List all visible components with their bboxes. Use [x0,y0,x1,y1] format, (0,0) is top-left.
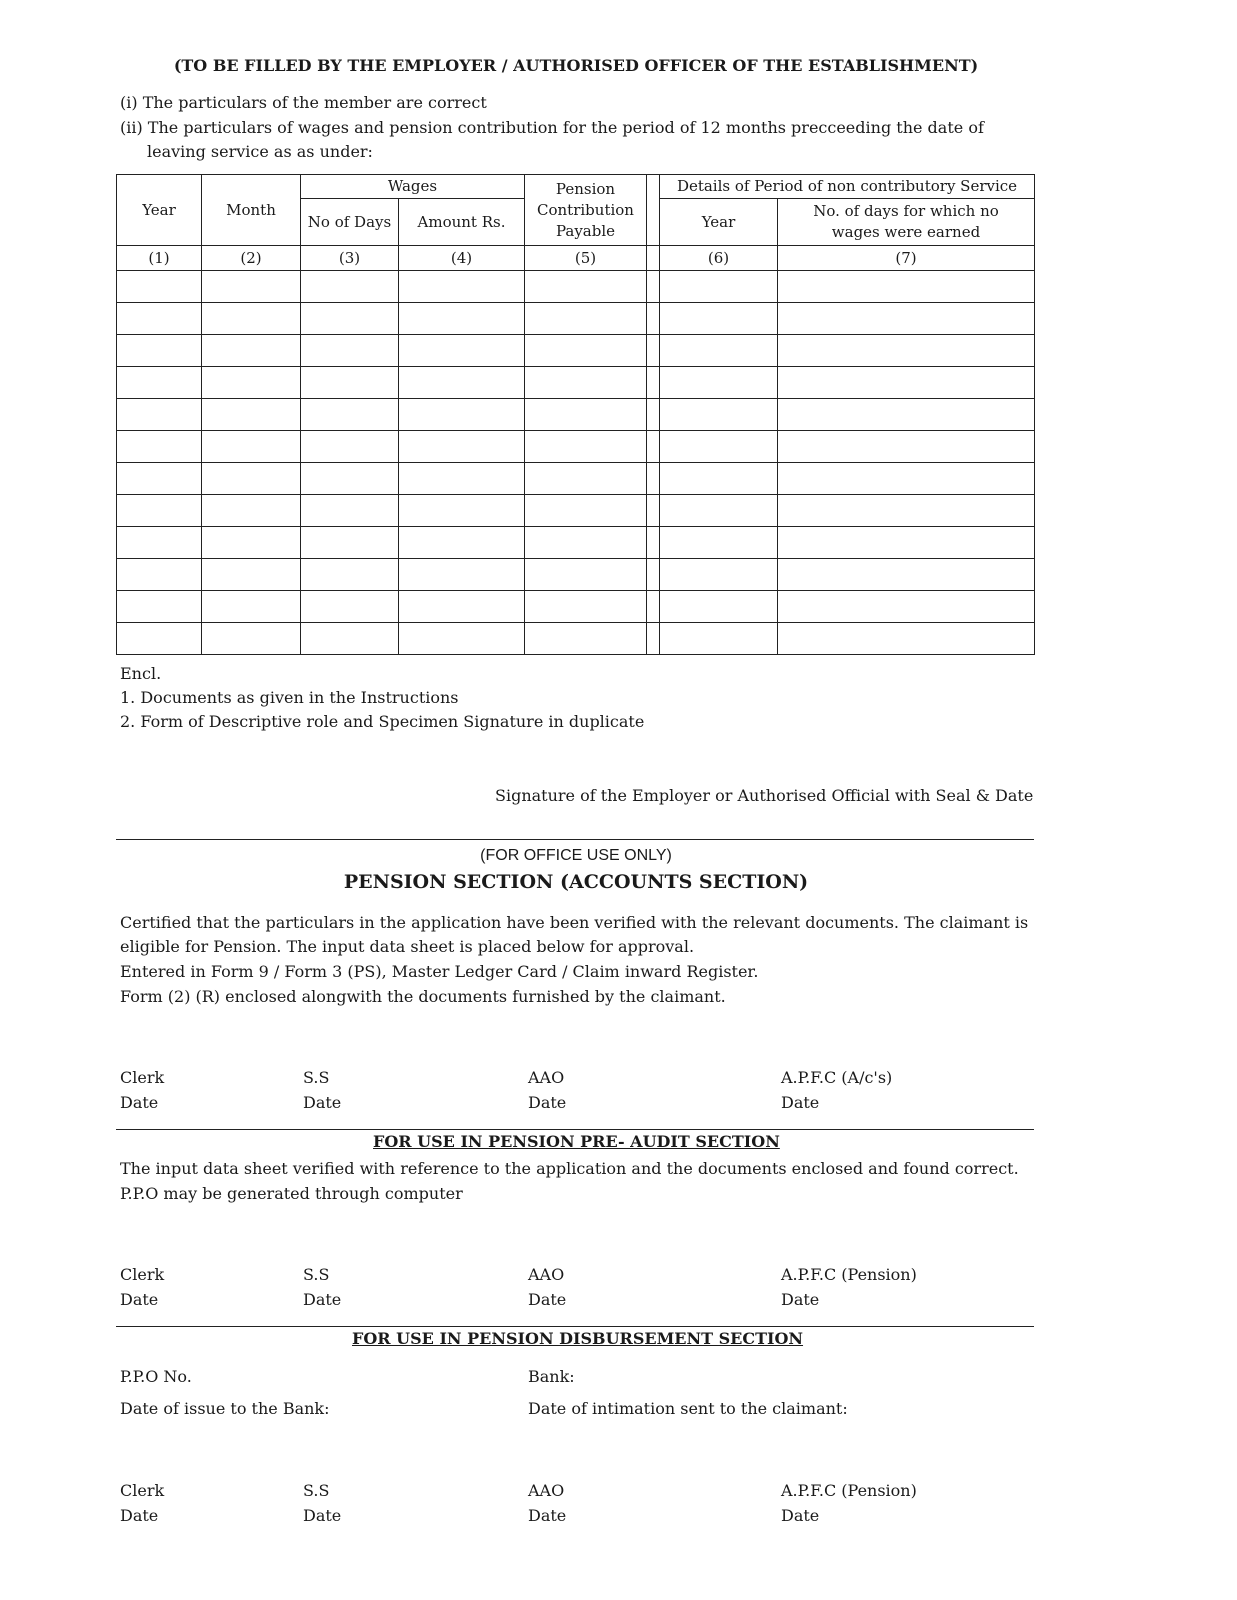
table-row [117,495,1035,527]
sign-clerk: Clerk [120,1068,165,1087]
table-cell[interactable] [660,431,778,463]
date-label: Date [303,1290,342,1309]
table-cell[interactable] [301,495,399,527]
accounts-section-title: PENSION SECTION (ACCOUNTS SECTION) [343,871,809,893]
table-cell[interactable] [301,335,399,367]
table-cell[interactable] [399,271,525,303]
date-label: Date [120,1506,159,1525]
table-cell[interactable] [778,527,1035,559]
table-cell[interactable] [301,303,399,335]
table-cell[interactable] [117,623,202,655]
preaudit-title: FOR USE IN PENSION PRE- AUDIT SECTION [373,1132,780,1151]
header-year-2: Year [660,199,778,246]
table-cell[interactable] [778,495,1035,527]
double-divider [647,271,660,303]
header-no-wage-days: No. of days for which no wages were earned [778,199,1035,246]
table-cell[interactable] [660,271,778,303]
date-label: Date [120,1290,159,1309]
col-num: (1) [117,246,202,271]
sign-apfc: A.P.F.C (Pension) [781,1481,917,1500]
double-divider [647,367,660,399]
table-cell[interactable] [778,591,1035,623]
header-month: Month [202,175,301,246]
table-cell[interactable] [301,623,399,655]
date-label: Date [303,1093,342,1112]
sign-ss: S.S [303,1481,330,1500]
table-row [117,367,1035,399]
table-row [117,463,1035,495]
table-cell[interactable] [202,527,301,559]
double-divider [647,175,660,246]
double-divider [647,303,660,335]
table-cell[interactable] [399,527,525,559]
encl-item: 1. Documents as given in the Instructions [120,688,459,707]
table-cell[interactable] [301,399,399,431]
table-cell[interactable] [399,431,525,463]
header-pension: Pension Contribution Payable [525,175,647,246]
table-row [117,559,1035,591]
col-num: (6) [660,246,778,271]
table-cell[interactable] [117,271,202,303]
table-cell[interactable] [660,303,778,335]
double-divider [647,335,660,367]
table-row [117,431,1035,463]
table-cell[interactable] [301,367,399,399]
table-cell[interactable] [301,463,399,495]
divider [116,839,1034,840]
table-row [117,591,1035,623]
table-cell[interactable] [778,559,1035,591]
sign-aao: AAO [528,1481,565,1500]
encl-label: Encl. [120,664,162,683]
col-num: (3) [301,246,399,271]
table-cell[interactable] [399,463,525,495]
table-cell[interactable] [660,463,778,495]
table-cell[interactable] [660,495,778,527]
col-num: (4) [399,246,525,271]
table-cell[interactable] [525,527,647,559]
table-row [117,303,1035,335]
table-cell[interactable] [525,367,647,399]
ppo-no-label: P.P.O No. [120,1367,192,1386]
table-cell[interactable] [660,623,778,655]
disbursement-title: FOR USE IN PENSION DISBURSEMENT SECTION [352,1329,804,1348]
table-cell[interactable] [117,463,202,495]
date-label: Date [781,1506,820,1525]
double-divider [647,399,660,431]
encl-item: 2. Form of Descriptive role and Specimen Signature in duplicate [120,712,645,731]
double-divider [647,246,660,271]
employer-signature-label: Signature of the Employer or Authorised Official with Seal & Date [495,786,1034,805]
sign-aao: AAO [528,1265,565,1284]
table-cell[interactable] [202,335,301,367]
double-divider [647,623,660,655]
date-label: Date [528,1506,567,1525]
intimation-date-label: Date of intimation sent to the claimant: [528,1399,848,1418]
double-divider [647,591,660,623]
table-cell[interactable] [202,399,301,431]
cert-line-1: (i) The particulars of the member are correct [120,93,487,112]
table-cell[interactable] [525,399,647,431]
sign-aao: AAO [528,1068,565,1087]
table-cell[interactable] [525,463,647,495]
table-row [117,623,1035,655]
table-cell[interactable] [778,335,1035,367]
table-cell[interactable] [778,367,1035,399]
preaudit-line: The input data sheet verified with reference to the application and the documents enclosed and found correct. [120,1159,1019,1178]
table-cell[interactable] [399,623,525,655]
employer-section-header: (TO BE FILLED BY THE EMPLOYER / AUTHORISED OFFICER OF THE ESTABLISHMENT) [173,56,979,75]
double-divider [647,463,660,495]
table-cell[interactable] [525,559,647,591]
col-num: (7) [778,246,1035,271]
table-cell[interactable] [202,463,301,495]
column-number-row [117,246,1035,271]
cert-line-2: (ii) The particulars of wages and pension contribution for the period of 12 months precceeding the date of [120,118,984,137]
table-cell[interactable] [660,367,778,399]
table-cell[interactable] [301,431,399,463]
table-cell[interactable] [301,271,399,303]
table-cell[interactable] [399,591,525,623]
table-cell[interactable] [525,495,647,527]
issue-date-label: Date of issue to the Bank: [120,1399,330,1418]
table-cell[interactable] [117,527,202,559]
table-cell[interactable] [778,303,1035,335]
table-cell[interactable] [117,495,202,527]
divider [116,1326,1034,1327]
double-divider [647,527,660,559]
table-cell[interactable] [660,527,778,559]
table-row [117,399,1035,431]
table-cell[interactable] [202,431,301,463]
header-amount: Amount Rs. [399,199,525,246]
wages-table [116,174,1035,655]
office-line: Entered in Form 9 / Form 3 (PS), Master Ledger Card / Claim inward Register. [120,962,759,981]
table-cell[interactable] [117,591,202,623]
table-cell[interactable] [660,591,778,623]
table-cell[interactable] [778,463,1035,495]
header-wages: Wages [301,175,525,199]
table-cell[interactable] [202,623,301,655]
date-label: Date [303,1506,342,1525]
table-cell[interactable] [202,303,301,335]
office-line: Certified that the particulars in the application have been verified with the relevant documents. The claimant is [120,913,1029,932]
sign-clerk: Clerk [120,1481,165,1500]
preaudit-line: P.P.O may be generated through computer [120,1184,463,1203]
table-row [117,271,1035,303]
table-cell[interactable] [399,335,525,367]
table-cell[interactable] [525,591,647,623]
table-cell[interactable] [399,367,525,399]
table-cell[interactable] [117,335,202,367]
date-label: Date [528,1290,567,1309]
col-num: (2) [202,246,301,271]
table-cell[interactable] [117,431,202,463]
table-cell[interactable] [525,303,647,335]
table-cell[interactable] [202,591,301,623]
table-cell[interactable] [399,399,525,431]
date-label: Date [528,1093,567,1112]
table-cell[interactable] [202,367,301,399]
table-cell[interactable] [202,271,301,303]
sign-clerk: Clerk [120,1265,165,1284]
table-cell[interactable] [399,495,525,527]
table-row [117,527,1035,559]
table-cell[interactable] [202,559,301,591]
table-cell[interactable] [778,431,1035,463]
sign-apfc: A.P.F.C (Pension) [781,1265,917,1284]
table-cell[interactable] [525,431,647,463]
table-cell[interactable] [660,559,778,591]
double-divider [647,431,660,463]
table-cell[interactable] [117,399,202,431]
bank-label: Bank: [528,1367,575,1386]
sign-ss: S.S [303,1265,330,1284]
date-label: Date [781,1290,820,1309]
table-cell[interactable] [778,399,1035,431]
table-cell[interactable] [660,399,778,431]
divider [116,1129,1034,1130]
date-label: Date [120,1093,159,1112]
table-row [117,335,1035,367]
table-cell[interactable] [117,367,202,399]
sign-apfc: A.P.F.C (A/c's) [781,1068,893,1087]
table-cell[interactable] [660,335,778,367]
table-cell[interactable] [525,623,647,655]
cert-line-3: leaving service as as under: [147,142,373,161]
table-cell[interactable] [301,527,399,559]
double-divider [647,559,660,591]
table-cell[interactable] [202,495,301,527]
office-line: eligible for Pension. The input data sheet is placed below for approval. [120,937,695,956]
office-line: Form (2) (R) enclosed alongwith the documents furnished by the claimant. [120,987,726,1006]
table-cell[interactable] [778,271,1035,303]
table-cell[interactable] [301,591,399,623]
table-cell[interactable] [117,303,202,335]
table-cell[interactable] [525,335,647,367]
double-divider [647,495,660,527]
office-use-note: (FOR OFFICE USE ONLY) [480,847,672,864]
table-cell[interactable] [399,303,525,335]
table-cell[interactable] [778,623,1035,655]
col-num: (5) [525,246,647,271]
header-details: Details of Period of non contributory Service [660,175,1035,199]
table-cell[interactable] [301,559,399,591]
table-cell[interactable] [117,559,202,591]
table-cell[interactable] [399,559,525,591]
header-year: Year [117,175,202,246]
date-label: Date [781,1093,820,1112]
header-no-days: No of Days [301,199,399,246]
table-cell[interactable] [525,271,647,303]
sign-ss: S.S [303,1068,330,1087]
